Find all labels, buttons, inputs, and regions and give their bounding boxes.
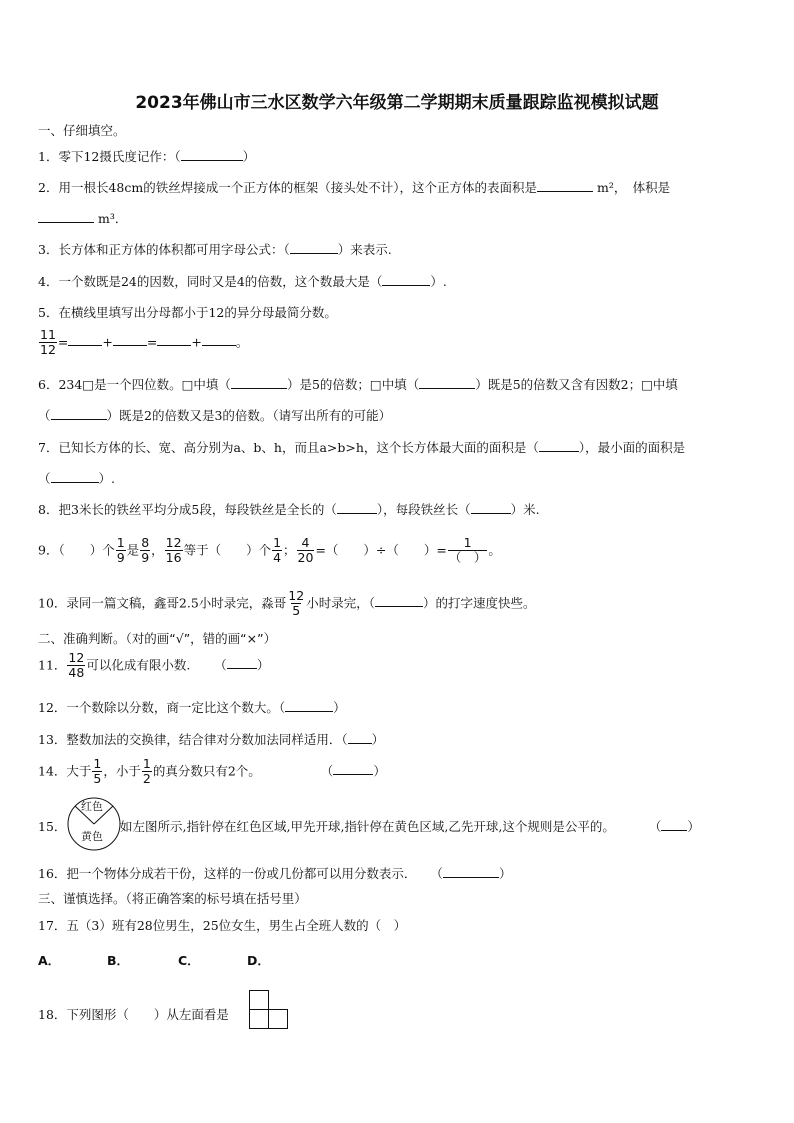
- fraction: $\frac{1}{2}$: [142, 756, 151, 787]
- answer-blank[interactable]: [443, 865, 499, 878]
- answer-blank[interactable]: [375, 594, 423, 607]
- figure-square: [249, 1009, 269, 1029]
- question-14: 14．大于 $\frac{1}{5}$ ，小于 $\frac{1}{2}$ 的真分数只有2个。 （ ）: [38, 756, 386, 787]
- fraction: $\frac{4}{20}$: [297, 535, 314, 566]
- question-12: 12．一个数除以分数，商一定比这个数大。（ ）: [38, 700, 346, 715]
- answer-blank[interactable]: [290, 241, 338, 254]
- question-1: [38, 147, 255, 165]
- answer-blank[interactable]: [337, 501, 377, 514]
- question-6-text: 6．234□是一个四位数。□中填（: [38, 377, 231, 392]
- answer-blank[interactable]: [113, 333, 147, 346]
- question-2-unit-volume: m³．: [98, 211, 128, 226]
- yellow-region-label: 黄色: [81, 830, 103, 843]
- answer-blank[interactable]: [661, 818, 687, 831]
- question-10: 10．录同一篇文稿，鑫哥2.5小时录完，淼哥 $\frac{12}{5}$ 小时录完，（ ）的打字速度快些。: [38, 588, 536, 619]
- answer-blank[interactable]: [227, 656, 257, 669]
- question-4-close: ）.: [430, 274, 447, 289]
- question-5-equation: $\frac{11}{12}$ = + = + 。: [40, 327, 249, 358]
- section-3-heading: 三、谨慎选择。（将正确答案的标号填在括号里）: [38, 891, 307, 906]
- question-2-unit-area: m²， 体积是: [596, 180, 671, 195]
- question-13: 13．整数加法的交换律，结合律对分数加法同样适用．（ ）: [38, 732, 385, 747]
- question-16: 16．把一个物体分成若干份，这样的一份或几份都可以用分数表示． （ ）: [38, 866, 512, 881]
- question-2: [38, 178, 670, 196]
- question-3-text: 3．长方体和正方体的体积都可用字母公式：（: [38, 242, 290, 257]
- question-4: [38, 272, 447, 290]
- answer-blank[interactable]: [539, 439, 579, 452]
- question-7-continued: （ ）.: [38, 471, 115, 486]
- spinner-figure: [66, 796, 122, 852]
- question-3: [38, 240, 392, 258]
- answer-blank[interactable]: [51, 407, 107, 420]
- option-c[interactable]: C．: [178, 953, 200, 968]
- question-15-number: 15．: [38, 819, 67, 834]
- question-9: 9．（ ）个 $\frac{1}{9}$ 是 $\frac{8}{9}$ ， $\frac{12}{16}$ 等于（ ）个 $\frac{1}{4}$ ； $\frac{4}{20}$ =（ ）÷（ ）= $\frac{1}{( )}$ 。: [38, 535, 501, 566]
- fraction: $\frac{12}{16}$: [165, 535, 182, 566]
- answer-blank[interactable]: [68, 333, 102, 346]
- answer-blank[interactable]: [333, 762, 373, 775]
- answer-blank[interactable]: [471, 501, 511, 514]
- red-region-label: 红色: [81, 800, 103, 813]
- answer-blank[interactable]: [181, 148, 243, 161]
- question-8-text: 8．把3米长的铁丝平均分成5段，每段铁丝是全长的（: [38, 502, 337, 517]
- answer-blank[interactable]: [537, 179, 593, 192]
- fraction: $\frac{12}{5}$: [288, 588, 305, 619]
- question-1-close: ）: [242, 149, 256, 164]
- question-15: 如左图所示,指针停在红色区域,甲先开球,指针停在黄色区域,乙先开球,这个规则是公平的。 （ ）: [120, 819, 700, 834]
- question-3-close: ）来表示.: [337, 242, 392, 257]
- answer-blank[interactable]: [202, 333, 236, 346]
- question-6: 6．234□是一个四位数。□中填（ ）是5的倍数；□中填（ ）既是5的倍数又含有因数2；□中填: [38, 377, 678, 392]
- question-11: 11． $\frac{12}{48}$ 可以化成有限小数. （ ）: [38, 650, 270, 681]
- section-1-heading: 一、仔细填空。: [38, 123, 126, 138]
- question-7-text: 7．已知长方体的长、宽、高分别为a、b、h，而且a>b>h，这个长方体最大面的面积是（: [38, 440, 539, 455]
- answer-blank[interactable]: [382, 273, 430, 286]
- answer-blank[interactable]: [419, 376, 475, 389]
- figure-square: [249, 990, 269, 1010]
- fraction: $\frac{1}{5}$: [93, 756, 102, 787]
- option-d[interactable]: D．: [247, 953, 270, 968]
- question-18: 18．下列图形（ ）从左面看是: [38, 1007, 229, 1022]
- question-5: [38, 303, 337, 321]
- fraction: $\frac{1}{( )}$: [448, 535, 487, 566]
- page-title: 2023年佛山市三水区数学六年级第二学期期末质量跟踪监视模拟试题: [135, 93, 659, 113]
- question-8: 8．把3米长的铁丝平均分成5段，每段铁丝是全长的（ ），每段铁丝长（ ）米.: [38, 502, 540, 517]
- answer-blank[interactable]: [348, 731, 372, 744]
- option-a[interactable]: A．: [38, 953, 61, 968]
- fraction: $\frac{11}{12}$: [40, 327, 56, 358]
- answer-blank[interactable]: [157, 333, 191, 346]
- answer-blank[interactable]: [231, 376, 287, 389]
- question-2-continued: [38, 209, 127, 227]
- question-1-text: 1．零下12摄氏度记作：（: [38, 149, 181, 164]
- question-2-text: 2．用一根长48cm的铁丝焊接成一个正方体的框架（接头处不计），这个正方体的表面积是: [38, 180, 537, 195]
- question-17: 17．五（3）班有28位男生，25位女生，男生占全班人数的（ ）: [38, 918, 407, 933]
- answer-blank[interactable]: [285, 699, 333, 712]
- fraction: $\frac{1}{9}$: [116, 535, 125, 566]
- answer-blank[interactable]: [51, 470, 99, 483]
- figure-square: [268, 1009, 288, 1029]
- fraction: $\frac{12}{48}$: [68, 650, 85, 681]
- fraction: $\frac{1}{4}$: [273, 535, 282, 566]
- section-2-heading: 二、准确判断。（对的画“√”，错的画“×”）: [38, 631, 277, 646]
- question-4-text: 4．一个数既是24的因数，同时又是4的倍数，这个数最大是（: [38, 274, 383, 289]
- fraction: $\frac{8}{9}$: [141, 535, 150, 566]
- question-5-text: 5．在横线里填写出分母都小于12的异分母最简分数。: [38, 305, 337, 320]
- option-b[interactable]: B．: [107, 953, 130, 968]
- question-6-continued: （ ）既是2的倍数又是3的倍数。（请写出所有的可能）: [38, 408, 392, 423]
- answer-blank[interactable]: [38, 210, 94, 223]
- question-7: 7．已知长方体的长、宽、高分别为a、b、h，而且a>b>h，这个长方体最大面的面积是（ ），最小面的面积是: [38, 440, 686, 455]
